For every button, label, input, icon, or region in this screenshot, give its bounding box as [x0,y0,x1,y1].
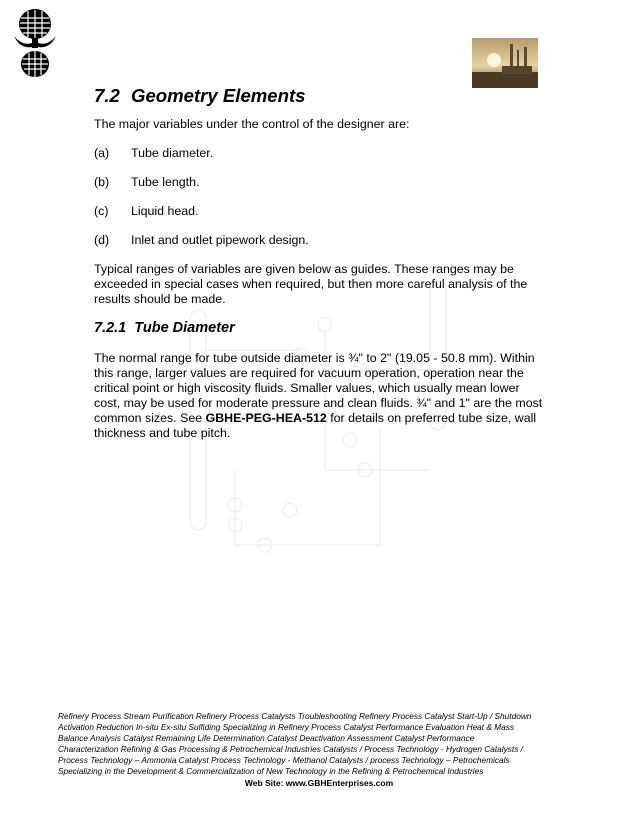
list-text: Tube diameter. [131,146,214,160]
intro-text: The major variables under the control of the designer are: [94,117,410,131]
page-content [94,85,544,441]
list-marker: (b) [94,175,110,189]
list-item [94,233,544,248]
diameter-text: The normal range for tube outside diameter is ¾" to 2" (19.05 - 50.8 mm). Within this range, larger values are required for vacuum operation, operation near the critical point or high viscosity fluids. Smaller values, which usually mean lower cost, may be used for moderate pressure and clean fluids. ¾" and 1" are the most common sizes. See [94,350,543,425]
list-marker: (c) [94,204,109,218]
list-item [94,146,544,161]
list-marker: (a) [94,146,110,160]
diameter-paragraph [94,351,544,441]
section-heading [94,85,544,106]
list-text: Inlet and outlet pipework design. [131,233,309,247]
list-text: Liquid head. [131,204,199,218]
footer-line: Balance Analysis Catalyst Remaining Life Determination Catalyst Deactivation Assessment Catalyst Performance [58,733,475,743]
footer-line: Specializing in the Development & Commercialization of New Technology in the Refining & Petrochemical Industries [58,766,484,776]
footer-line: Characterization Refining & Gas Processing & Petrochemical Industries Catalysts / Process Technology - Hydrogen Catalysts / [58,744,523,754]
list-marker: (d) [94,233,110,247]
footer-services [58,711,558,777]
subsection-number: 7.2.1 [94,320,127,336]
footer-website: Web Site: www.GBHEnterprises.com [244,778,394,788]
list-text: Tube length. [131,175,200,189]
footer-line: Refinery Process Stream Purification Refinery Process Catalysts Troubleshooting Refinery Process Catalyst Start-Up / Shutdown [58,711,532,721]
list-item [94,204,544,219]
ranges-paragraph: Typical ranges of variables are given below as guides. These ranges may be exceeded in special cases when required, but then more careful analysis of the results should be made. [94,262,528,306]
refinery-photo [472,38,538,88]
footer-line: Process Technology – Ammonia Catalyst Process Technology - Methanol Catalysts / process Technology – Petrochemicals [58,755,510,765]
footer-line: Activation Reduction In-situ Ex-situ Sulfiding Specializing in Refinery Process Catalyst Performance Evaluation Heat & Mass [58,722,515,732]
subsection-heading [94,321,544,336]
subsection-title: Tube Diameter [134,320,235,336]
list-item [94,175,544,190]
diameter-text-end: for details on preferred tube size, wall thickness and tube pitch. [94,410,537,440]
company-logo [12,6,58,80]
document-reference: GBHE-PEG-HEA-512 [205,410,327,425]
section-title: Geometry Elements [131,85,306,106]
section-number: 7.2 [94,85,120,106]
